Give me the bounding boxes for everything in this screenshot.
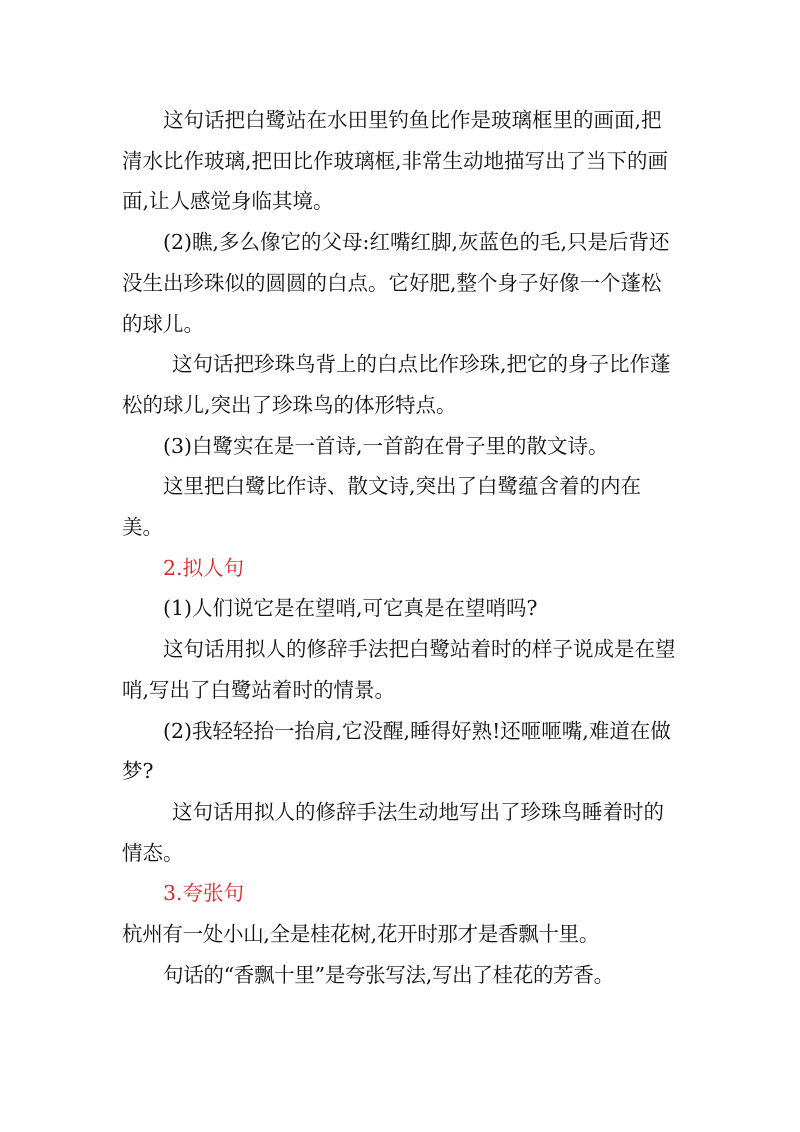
paragraph-personification-explanation-1: 这句话用拟人的修辞手法把白鹭站着时的样子说成是在望哨,写出了白鹭站着时的情景。 — [122, 637, 676, 702]
paragraph-example-3: (3)白鹭实在是一首诗,一首韵在骨子里的散文诗。 — [163, 433, 609, 458]
document-body — [122, 100, 678, 995]
paragraph-metaphor-explanation-3: 这里把白鹭比作诗、散文诗,突出了白鹭蕴含着的内在美。 — [122, 474, 642, 540]
paragraph-metaphor-explanation-1: 这句话把白鹭站在水田里钓鱼比作是玻璃框里的画面,把清水比作玻璃,把田比作玻璃框,非常生动地描写出了当下的画面,让人感觉身临其境。 — [122, 108, 669, 214]
paragraph-metaphor-explanation-2: 这句话把珍珠鸟背上的白点比作珍珠,把它的身子比作蓬松的球儿,突出了珍珠鸟的体形特点。 — [122, 352, 671, 417]
section-heading-personification: 2.拟人句 — [163, 555, 245, 580]
paragraph-hyperbole-example: 杭州有一处小山,全是桂花树,花开时那才是香飘十里。 — [122, 922, 600, 947]
paragraph-personification-example-2: (2)我轻轻抬一抬肩,它没醒,睡得好熟!还咂咂嘴,难道在做梦? — [122, 718, 671, 784]
section-heading-hyperbole: 3.夸张句 — [163, 881, 245, 906]
paragraph-example-2: (2)瞧,多么像它的父母:红嘴红脚,灰蓝色的毛,只是后背还没生出珍珠似的圆圆的白点。它好肥,整个身子好像一个蓬松的球儿。 — [122, 230, 670, 336]
paragraph-personification-explanation-2: 这句话用拟人的修辞手法生动地写出了珍珠鸟睡着时的情态。 — [122, 799, 664, 865]
paragraph-hyperbole-explanation: 句话的“香飘十里”是夸张写法,写出了桂花的芳香。 — [163, 962, 614, 987]
paragraph-personification-example-1: (1)人们说它是在望哨,可它真是在望哨吗? — [163, 596, 538, 621]
